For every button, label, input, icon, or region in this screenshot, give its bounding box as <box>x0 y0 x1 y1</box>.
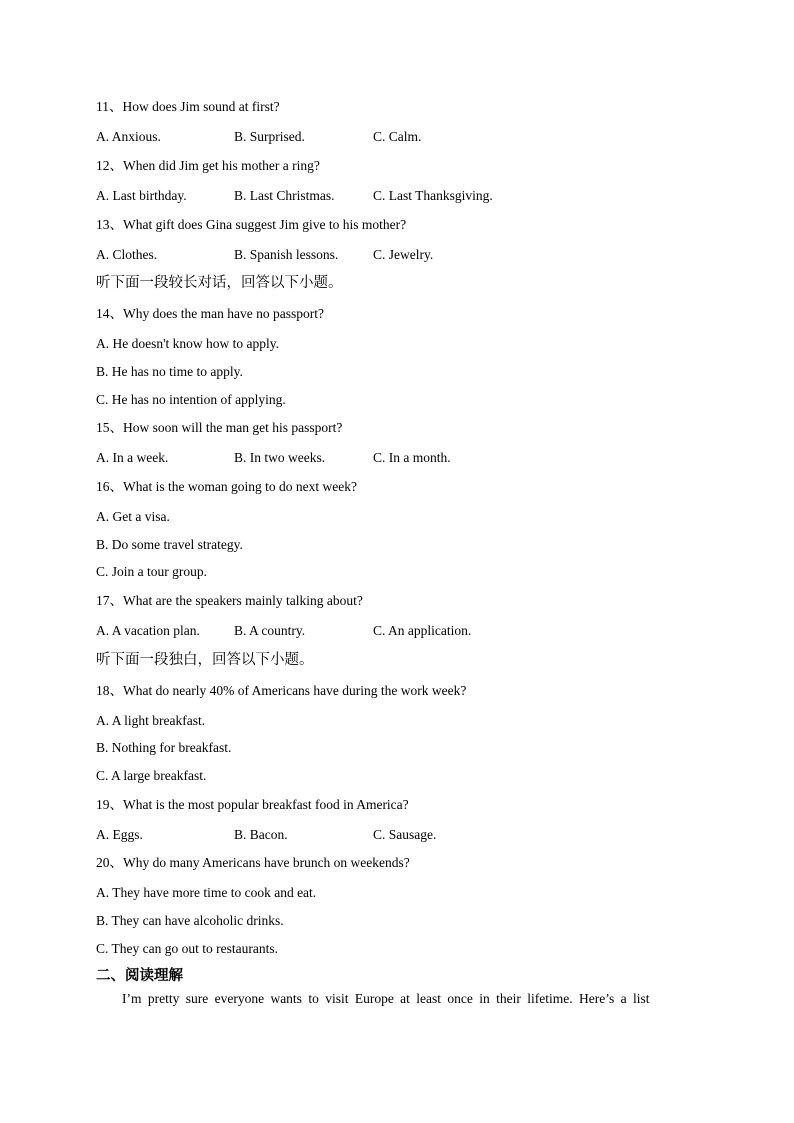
question-15-option-c: C. In a month. <box>373 450 451 465</box>
question-18-option-b: B. Nothing for breakfast. <box>96 740 232 755</box>
section-heading-reading: 二、阅读理解 <box>96 968 183 984</box>
question-12-stem: 12、When did Jim get his mother a ring? <box>96 158 320 173</box>
question-11-option-b: B. Surprised. <box>234 129 305 144</box>
question-16-option-c: C. Join a tour group. <box>96 564 207 579</box>
question-19-stem: 19、What is the most popular breakfast food in America? <box>96 797 409 812</box>
question-15-option-a: A. In a week. <box>96 450 169 465</box>
question-15-stem: 15、How soon will the man get his passport? <box>96 420 343 435</box>
question-15-option-b: B. In two weeks. <box>234 450 326 465</box>
section-instruction-long-dialogue: 听下面一段较长对话，回答以下小题。 <box>96 275 343 291</box>
question-12-option-a: A. Last birthday. <box>96 188 187 203</box>
question-12-option-c: C. Last Thanksgiving. <box>373 188 493 203</box>
section-instruction-monologue: 听下面一段独白，回答以下小题。 <box>96 652 314 668</box>
question-20-option-a: A. They have more time to cook and eat. <box>96 885 317 900</box>
question-16-option-b: B. Do some travel strategy. <box>96 537 243 552</box>
question-18-option-a: A. A light breakfast. <box>96 713 206 728</box>
question-14-stem: 14、Why does the man have no passport? <box>96 306 324 321</box>
question-13-option-b: B. Spanish lessons. <box>234 247 339 262</box>
question-19-option-c: C. Sausage. <box>373 827 437 842</box>
reading-passage-first-line: I’m pretty sure everyone wants to visit Europe at least once in their lifetime. Here’s a list <box>122 991 650 1006</box>
question-11-option-c: C. Calm. <box>373 129 422 144</box>
question-19-option-a: A. Eggs. <box>96 827 143 842</box>
question-17-option-b: B. A country. <box>234 623 306 638</box>
question-16-stem: 16、What is the woman going to do next week? <box>96 479 357 494</box>
question-13-option-a: A. Clothes. <box>96 247 158 262</box>
question-13-option-c: C. Jewelry. <box>373 247 434 262</box>
question-16-option-a: A. Get a visa. <box>96 509 170 524</box>
question-13-stem: 13、What gift does Gina suggest Jim give to his mother? <box>96 217 407 232</box>
question-20-stem: 20、Why do many Americans have brunch on weekends? <box>96 855 410 870</box>
question-18-option-c: C. A large breakfast. <box>96 768 207 783</box>
question-14-option-b: B. He has no time to apply. <box>96 364 243 379</box>
question-20-option-c: C. They can go out to restaurants. <box>96 941 278 956</box>
question-11-stem: 11、How does Jim sound at first? <box>96 99 280 114</box>
question-17-option-c: C. An application. <box>373 623 472 638</box>
question-14-option-c: C. He has no intention of applying. <box>96 392 286 407</box>
question-17-option-a: A. A vacation plan. <box>96 623 200 638</box>
question-18-stem: 18、What do nearly 40% of Americans have during the work week? <box>96 683 467 698</box>
question-20-option-b: B. They can have alcoholic drinks. <box>96 913 284 928</box>
question-17-stem: 17、What are the speakers mainly talking about? <box>96 593 363 608</box>
question-11-option-a: A. Anxious. <box>96 129 161 144</box>
question-12-option-b: B. Last Christmas. <box>234 188 335 203</box>
question-14-option-a: A. He doesn't know how to apply. <box>96 336 280 351</box>
question-19-option-b: B. Bacon. <box>234 827 288 842</box>
